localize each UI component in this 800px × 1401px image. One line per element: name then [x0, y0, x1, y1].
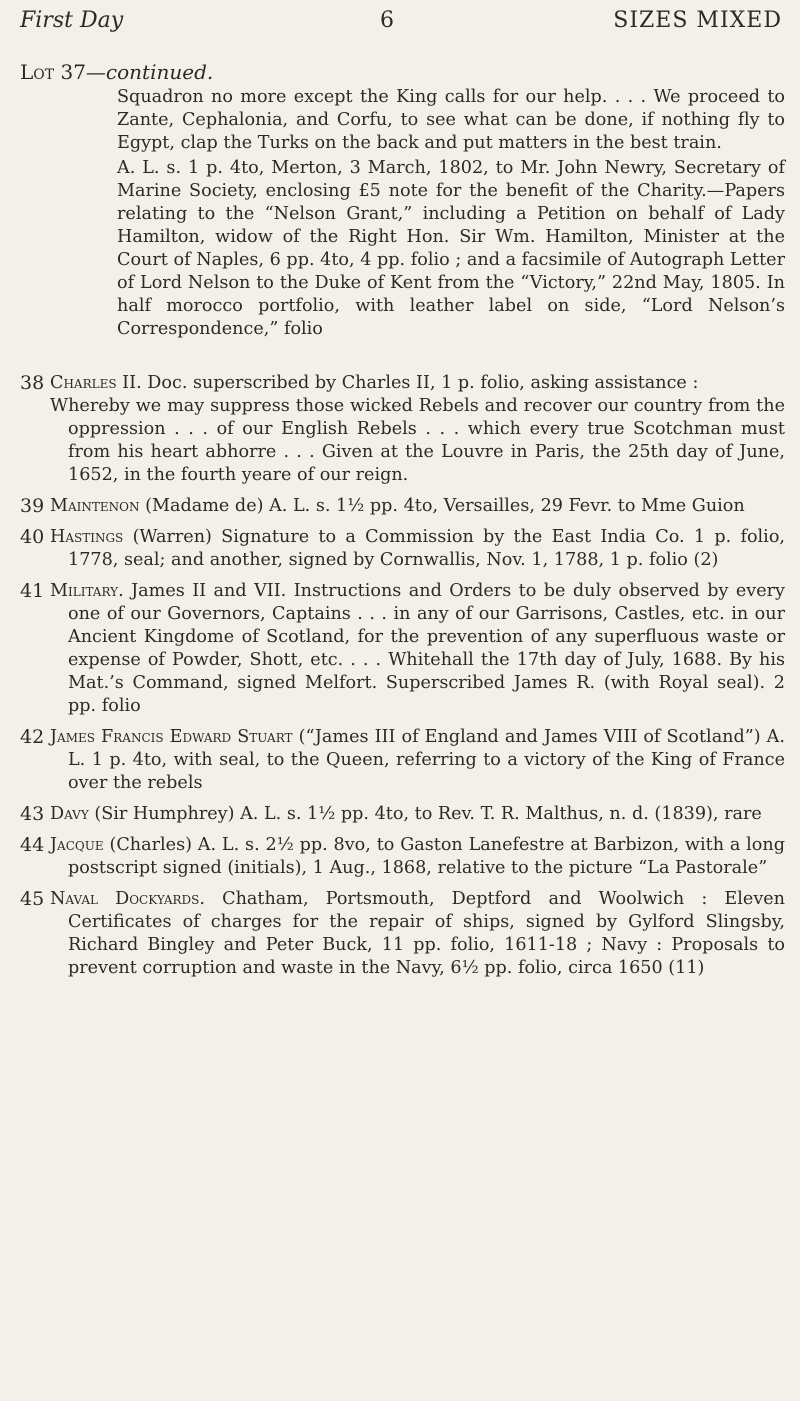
lot-name: James Francis Edward Stuart: [50, 727, 293, 747]
lot-name: Maintenon: [50, 496, 140, 516]
lot-text: (“James III of England and James VIII of Scotland”) A. L. 1 p. 4to, with seal, to the Queen, referring to a victory of the King of France over the rebels: [68, 727, 785, 793]
lot-entry: [20, 495, 785, 518]
lot-entry: [20, 726, 785, 795]
lot-text: (Madame de) A. L. s. 1½ pp. 4to, Versailles, 29 Fevr. to Mme Guion: [145, 496, 745, 516]
lot-heading: [20, 60, 213, 84]
header-section: SIZES MIXED: [613, 8, 782, 33]
lot-entry: [20, 372, 785, 487]
lot-description: [50, 495, 785, 518]
lot-number: 42: [20, 726, 45, 748]
lot-heading-suffix: —continued.: [85, 60, 214, 84]
lot-entry: [20, 803, 785, 826]
lot-description: [50, 888, 785, 980]
lot-text: (Warren) Signature to a Commission by the East India Co. 1 p. folio, 1778, seal; and another, signed by Cornwallis, Nov. 1, 1788, 1 p. folio (2): [68, 527, 785, 570]
continued-lot-text: [117, 86, 785, 343]
lot-number: 43: [20, 803, 45, 825]
lot-name: Davy: [50, 804, 89, 824]
lot-name: Jacque: [50, 835, 104, 855]
lot-name: Hastings: [50, 527, 124, 547]
page-header: [20, 8, 782, 48]
lot-text: Chatham, Portsmouth, Deptford and Woolwich : Eleven Certificates of charges for the repair of ships, signed by Gylford Slingsby, Richard Bingley and Peter Buck, 11 pp. folio, 1611-18 ; Navy : Proposals to prevent corruption and waste in the Navy, 6½ pp. folio, circa 1650 (11): [68, 889, 785, 978]
lot-number: 41: [20, 580, 45, 602]
lot-entry: [20, 888, 785, 980]
lot-heading-number: 37: [60, 60, 86, 84]
continued-paragraph-2: A. L. s. 1 p. 4to, Merton, 3 March, 1802, to Mr. John Newry, Secretary of Marine Society, enclosing £5 note for the benefit of the Charity.—Papers relating to the “Nelson Grant,” including a Petition on behalf of Lady Hamilton, widow of the Right Hon. Sir Wm. Hamilton, Minister at the Court of Naples, 6 pp. 4to, 4 pp. folio ; and a facsimile of Autograph Letter of Lord Nelson to the Duke of Kent from the “Victory,” 22nd May, 1805. In half morocco portfolio, with leather label on side, “Lord Nelson’s Correspondence,” folio: [117, 158, 785, 339]
lot-text: (Sir Humphrey) A. L. s. 1½ pp. 4to, to Rev. T. R. Malthus, n. d. (1839), rare: [94, 804, 762, 824]
continued-paragraph-1: Squadron no more except the King calls for our help. . . . We proceed to Zante, Cephalonia, and Corfu, to see what can be done, if nothing fly to Egypt, clap the Turks on the back and put matters in the best train.: [117, 87, 785, 153]
page-number: 6: [380, 8, 394, 33]
lot-number: 38: [20, 372, 45, 394]
lot-description: [50, 803, 785, 826]
lot-number: 40: [20, 526, 45, 548]
lot-text: (Charles) A. L. s. 2½ pp. 8vo, to Gaston Lanefestre at Barbizon, with a long postscript signed (initials), 1 Aug., 1868, relative to the picture “La Pastorale”: [68, 835, 785, 878]
lot-text: Doc. superscribed by Charles II, 1 p. folio, asking assistance :: [147, 373, 699, 393]
lot-description: [50, 580, 785, 718]
lot-number: 39: [20, 495, 45, 517]
lot-name: Naval Dockyards.: [50, 889, 205, 909]
lot-detail: Whereby we may suppress those wicked Rebels and recover our country from the oppression . . . of our English Rebels . . . which every true Scotchman must from his heart abhorre . . . Given at the Louvre in Paris, the 25th day of June, 1652, in the fourth yeare of our reign.: [50, 396, 785, 485]
header-sale-day: First Day: [20, 8, 124, 33]
lot-description: [50, 726, 785, 795]
lot-name: Charles II.: [50, 373, 142, 393]
lot-entry: [20, 526, 785, 572]
lot-description: [50, 834, 785, 880]
lot-text: James II and VII. Instructions and Orders to be duly observed by every one of our Governors, Captains . . . in any of our Garrisons, Castles, etc. in our Ancient Kingdome of Scotland, for the prevention of any superfluous waste or expense of Powder, Shott, etc. . . . Whitehall the 17th day of July, 1688. By his Mat.’s Command, signed Melfort. Superscribed James R. (with Royal seal). 2 pp. folio: [68, 581, 785, 716]
lot-number: 44: [20, 834, 45, 856]
lot-name: Military.: [50, 581, 124, 601]
lot-entry: [20, 834, 785, 880]
lot-description: [50, 526, 785, 572]
lot-description: [50, 372, 785, 487]
lot-entry: [20, 580, 785, 718]
lot-list: [20, 372, 785, 988]
lot-word: Lot: [20, 60, 55, 84]
lot-number: 45: [20, 888, 45, 910]
